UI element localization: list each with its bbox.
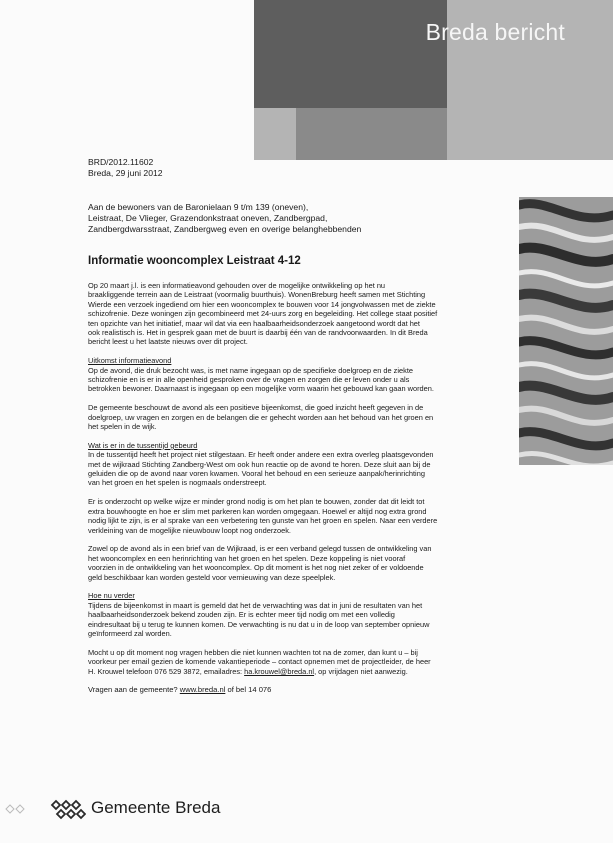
section-paragraph <box>88 544 516 582</box>
scan-mark-icon <box>4 803 26 815</box>
text-line: Er is onderzocht op welke wijze er minder grond nodig is om het plan te bouwen, zonder dat dit leidt tot <box>88 497 425 507</box>
section-heading: Hoe nu verder <box>88 591 135 601</box>
text-line: In de tussentijd heeft het project niet stilgestaan. Er heeft onder andere een extra overleg plaatsgevonden <box>88 450 434 460</box>
text-line: voorkeur per email gezien de komende vakantieperiode – contact opnemen met de projectleider, de heer <box>88 657 431 667</box>
text-line: haalbaarheidsonderzoek bekend zouden zijn. Er is echter meer tijd nodig om met een volledig <box>88 610 395 620</box>
document-body <box>88 281 516 695</box>
text-line: geïnformeerd zal worden. <box>88 628 172 638</box>
section-paragraph <box>88 441 516 488</box>
text-line: voorzien in de ontwikkeling van het wooncomplex. Op dit moment is het nog niet zeker of er voldoende <box>88 563 424 573</box>
text-line: Op de avond, die druk bezocht was, is met name ingegaan op de specifieke doelgroep en de ziekte <box>88 365 413 375</box>
section-paragraph <box>88 356 516 394</box>
text-line: geld beschikbaar kan worden gesteld voor vernieuwing van deze speelplek. <box>88 572 336 582</box>
text-line: van het groen en het spelen is nogmaals onderstreept. <box>88 478 267 488</box>
contact-suffix: of bel 14 076 <box>225 685 272 695</box>
text-line: met de wijkraad Stichting Zandberg-West om ook hun reactie op de avond te horen. Deze sluit aan bij de <box>88 459 431 469</box>
text-line: schizofrenie en is er in alle openheid gesproken over de vragen en zorgen die er leven onder u als <box>88 375 410 385</box>
email-link[interactable]: ha.krouwel@breda.nl <box>244 666 315 676</box>
letter-date: Breda, 29 juni 2012 <box>88 168 163 178</box>
address-line: Aan de bewoners van de Baronielaan 9 t/m 139 (oneven), <box>88 202 309 212</box>
text-line: extra bouwhoogte en hoe er slim met parkeren kan worden omgegaan. Hoewel er altijd nog extra grond <box>88 506 427 516</box>
text-line: ten opzichte van het initiatief, maar wil dat via een haalbaarheidsonderzoek aangetoond wordt dat het <box>88 318 420 328</box>
text-line: nodig lijkt te zijn, is er al sprake van een verbetering ten gunste van het groen en spelen. Naar een verdere <box>88 516 438 526</box>
intro-paragraph <box>88 281 516 347</box>
text-line: bericht leest u het laatste nieuws over dit project. <box>88 337 248 347</box>
contact-prefix: Vragen aan de gemeente? <box>88 685 180 695</box>
section-paragraph <box>88 591 516 638</box>
text-line: Mocht u op dit moment nog vragen hebben die niet kunnen wachten tot na de zomer, dan kunt u – bij <box>88 647 418 657</box>
footer-logo-text: Gemeente Breda <box>91 798 221 817</box>
address-line: Leistraat, De Vlieger, Grazendonkstraat oneven, Zandbergpad, <box>88 213 328 223</box>
text-line: eindresultaat bij u terug te kunnen komen. De verwachting is nu dat u in de loop van september opnieuw <box>88 619 430 629</box>
recipient-address <box>88 202 508 235</box>
section-paragraph <box>88 403 516 431</box>
text-line: Op 20 maart j.l. is een informatieavond gehouden over de mogelijke ontwikkeling op het nu <box>88 281 386 290</box>
section-heading: Uitkomst informatieavond <box>88 356 172 366</box>
text-line: het spelen in de wijk. <box>88 422 157 432</box>
letter-meta <box>88 157 163 179</box>
gemeente-breda-logo-icon <box>50 797 86 823</box>
text-line: ook realistisch is. Het in gesprek gaan met de buurt is daarbij één van de randvoorwaarden. In dit Breda <box>88 328 428 338</box>
section-heading: Wat is er in de tussentijd gebeurd <box>88 440 198 450</box>
text-line: betrokken bewoner. Daarnaast is ingegaan op een mogelijke vorm waarin het gebouwd kan gaan worden. <box>88 384 434 394</box>
text-line: geluiden die op de avond naar voren kwamen. Vooral het behoud en een serieuze aanpak/herinrichting <box>88 469 425 479</box>
section-paragraph <box>88 497 516 535</box>
text-line: braakliggende terrein aan de Leistraat (voormalig buurthuis). WonenBreburg heeft samen met Stichting <box>88 290 426 300</box>
contact-line <box>88 685 516 694</box>
address-line: Zandbergdwarsstraat, Zandbergweg even en overige belanghebbenden <box>88 224 362 234</box>
text-line: De gemeente beschouwt de avond als een positieve bijeenkomst, die goed inzicht heeft gegeven in de <box>88 403 424 413</box>
text-line: verkleining van de mogelijke nieuwbouw loopt nog onderzoek. <box>88 525 291 535</box>
text-line: doelgroep, uw vragen en zorgen en de belangen die er gehecht worden aan het behoud van het groen en <box>88 412 434 422</box>
text-line: het wooncomplex en een herinrichting van het groen en het spelen. Deze koppeling is niet vooraf <box>88 553 406 563</box>
text-line <box>88 667 516 676</box>
closing-paragraph <box>88 648 516 676</box>
text-line: Tijdens de bijeenkomst in maart is gemeld dat het de verwachting was dat in juni de resultaten van het <box>88 600 423 610</box>
header-band-dark <box>254 0 447 108</box>
website-link[interactable]: www.breda.nl <box>179 685 226 695</box>
header-title: Breda bericht <box>425 19 565 45</box>
text-fragment: , op vrijdagen niet aanwezig. <box>314 666 408 676</box>
text-line: schizofrenie. Deze woningen zijn gecombineerd met 24-uurs zorg en begeleiding. Het college staat positief <box>88 309 438 319</box>
text-fragment: H. Krouwel telefoon 076 529 3872, emailadres: <box>88 666 245 676</box>
text-line: Zowel op de avond als in een brief van de Wijkraad, is er een verband gelegd tussen de ontwikkeling van <box>88 544 432 554</box>
text-line: Wierde een verzoek ingediend om hier een wooncomplex te bouwen voor 14 jongvolwassen met de ziekte <box>88 299 436 309</box>
decorative-wave-image <box>519 197 613 465</box>
reference-number: BRD/2012.11602 <box>88 157 154 167</box>
document-title: Informatie wooncomplex Leistraat 4-12 <box>88 255 301 267</box>
